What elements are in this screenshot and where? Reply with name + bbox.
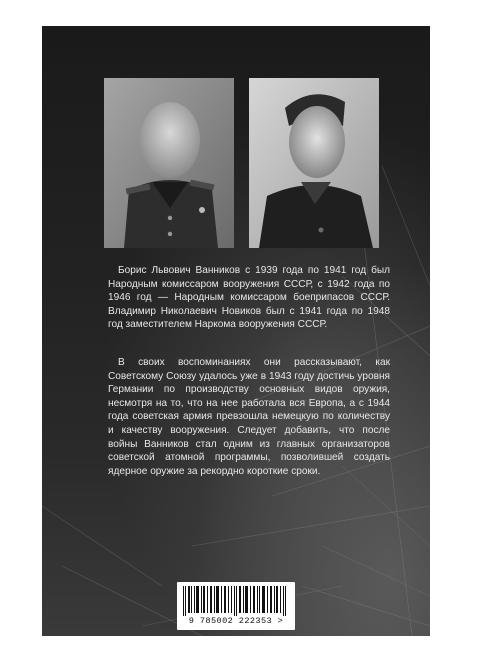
portrait-novikov	[249, 78, 379, 248]
paragraph-biography: Борис Львович Ванников с 1939 года по 1941 год был Народным комиссаром вооружения СССР, с 1942 года по 1946 год — Народным комиссаром боеприпасов СССР. Владимир Николаевич Новиков был с 1941 года по 1948 год заместителем Наркома вооружения СССР.	[108, 265, 390, 331]
portrait-vannikov	[104, 78, 234, 248]
isbn-barcode	[177, 582, 295, 630]
book-back-cover	[42, 26, 430, 636]
barcode-bars	[183, 586, 289, 616]
paragraph-summary: В своих воспоминаниях они рассказывают, как Советскому Союзу удалось уже в 1943 году достичь уровня Германии по производству основных видов оружия, несмотря на то, что на нее работала вся Европа, а с 1944 года советская армия превзошла немецкую по количеству и качеству вооружения. Следует добавить, что после войны Ванников стал одним из главных организаторов советской атомной программы, позволившей создать ядерное оружие за рекордно короткие сроки.	[108, 357, 390, 477]
isbn-number: 9 785002 222353 >	[188, 616, 284, 626]
